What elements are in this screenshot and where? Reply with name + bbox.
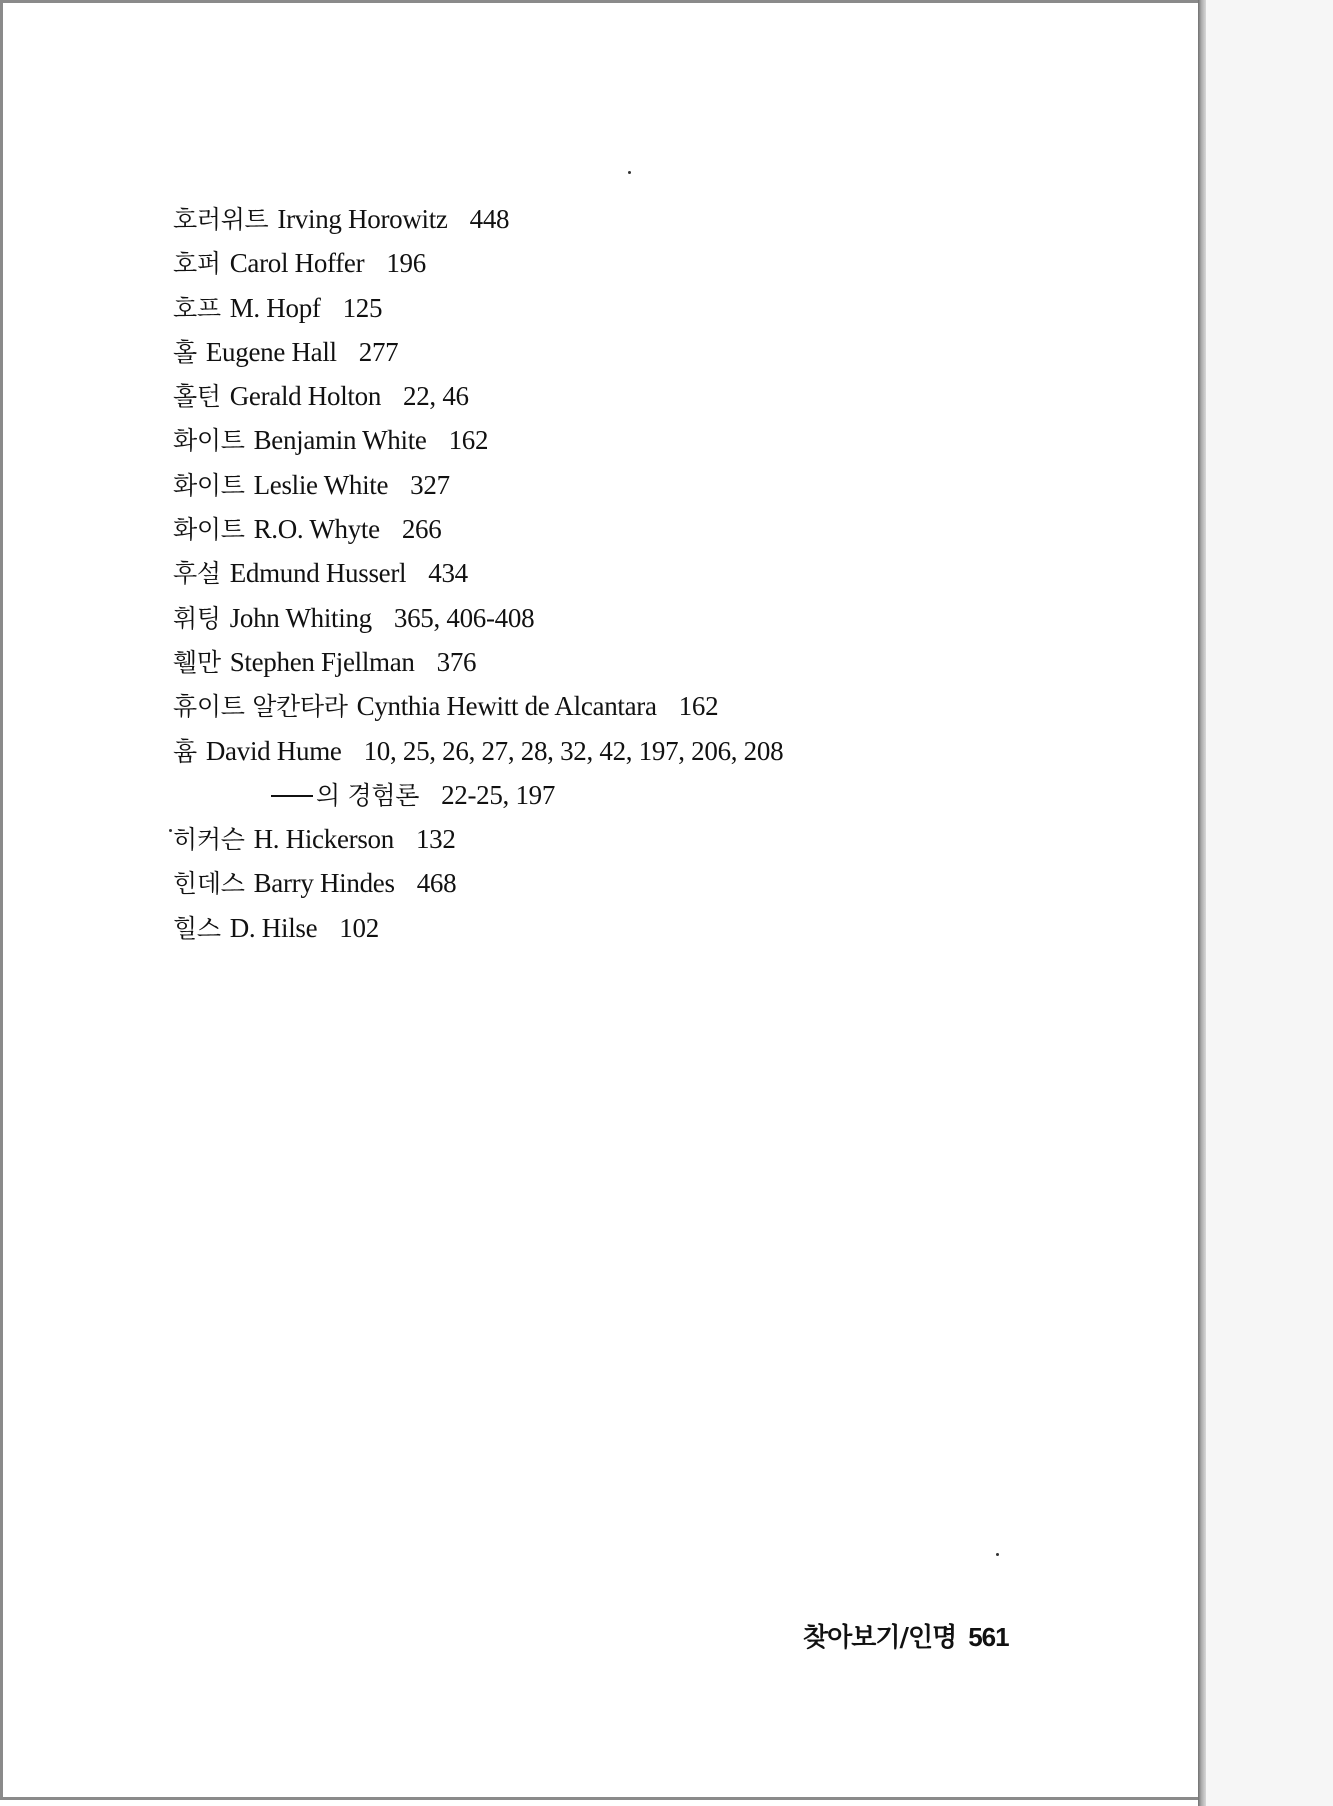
index-subentry — [173, 773, 783, 817]
page-references: 22, 46 — [403, 381, 469, 412]
index-entry — [173, 374, 783, 418]
page-references: 376 — [436, 646, 477, 677]
page-references: 266 — [401, 514, 442, 545]
romanized-name: Stephen Fjellman — [229, 646, 415, 677]
korean-name: 호퍼 — [173, 249, 221, 279]
romanized-name: M. Hopf — [229, 292, 321, 323]
korean-name: 휄만 — [173, 647, 221, 677]
index-entry — [173, 330, 783, 374]
korean-name: 화이트 — [173, 515, 245, 545]
index-entry — [173, 861, 783, 905]
romanized-name: D. Hilse — [229, 912, 318, 943]
romanized-name: Eugene Hall — [205, 336, 337, 367]
romanized-name: David Hume — [205, 735, 342, 766]
romanized-name: Gerald Holton — [229, 381, 382, 412]
korean-name: 흄 — [173, 736, 197, 766]
korean-name: 힌데스 — [173, 869, 245, 899]
scan-speck — [996, 1553, 999, 1556]
page-number: 561 — [968, 1622, 1009, 1652]
korean-name: 호러위트 — [173, 205, 269, 234]
korean-name: 휴이트 알칸타라 — [173, 692, 348, 722]
korean-name: 히커슨 — [173, 825, 245, 855]
page-references: 102 — [339, 912, 379, 943]
index-entry — [173, 906, 783, 950]
scan-speck — [169, 829, 172, 832]
korean-name: 화이트 — [173, 470, 245, 500]
page-references: 448 — [469, 204, 510, 234]
page-references: 162 — [448, 425, 489, 456]
korean-name: 홀턴 — [173, 382, 221, 412]
page-references: 162 — [678, 691, 719, 722]
page-references: 434 — [428, 558, 468, 589]
page-edge — [1198, 0, 1206, 1806]
index-entry — [173, 241, 783, 285]
scan-speck — [628, 171, 631, 174]
page-references: 468 — [416, 868, 457, 899]
romanized-name: Cynthia Hewitt de Alcantara — [356, 691, 657, 722]
romanized-name: H. Hickerson — [253, 824, 394, 855]
subentry-label: 의 경험론 — [316, 780, 420, 810]
page-references: 10, 25, 26, 27, 28, 32, 42, 197, 206, 208 — [363, 735, 784, 766]
footer-section-title: 찾아보기/인명 — [803, 1623, 957, 1653]
romanized-name: Edmund Husserl — [229, 558, 407, 589]
page-references: 327 — [410, 469, 450, 500]
korean-name: 호프 — [173, 293, 221, 323]
romanized-name: R.O. Whyte — [253, 514, 380, 545]
korean-name: 홀 — [173, 337, 197, 367]
index-entry — [173, 817, 783, 861]
index-entry — [173, 684, 783, 728]
page-references: 277 — [358, 336, 399, 367]
page-references: 196 — [386, 248, 426, 279]
index-entry — [173, 551, 783, 595]
romanized-name: Carol Hoffer — [229, 248, 365, 279]
index-entry — [173, 507, 783, 551]
index-entry — [173, 729, 783, 773]
page-footer — [803, 1617, 1009, 1654]
index-entry — [173, 286, 783, 330]
romanized-name: Leslie White — [253, 469, 389, 500]
name-index-list — [173, 197, 783, 950]
index-entry — [173, 640, 783, 684]
romanized-name: Irving Horowitz — [277, 204, 448, 234]
korean-name: 화이트 — [173, 426, 245, 456]
korean-name: 후설 — [173, 559, 221, 589]
page-references: 22-25, 197 — [441, 779, 556, 810]
romanized-name: John Whiting — [229, 602, 372, 633]
index-entry — [173, 596, 783, 640]
background-margin — [1206, 0, 1333, 1806]
index-entry — [173, 418, 783, 462]
page-references: 132 — [415, 824, 456, 855]
romanized-name: Barry Hindes — [253, 868, 395, 899]
index-entry — [173, 197, 783, 241]
page-references: 365, 406-408 — [393, 602, 535, 633]
korean-name: 휘팅 — [173, 603, 221, 633]
romanized-name: Benjamin White — [253, 425, 427, 456]
index-entry — [173, 463, 783, 507]
page-references: 125 — [342, 292, 383, 323]
em-dash-rule — [271, 795, 313, 797]
korean-name: 힐스 — [173, 913, 221, 943]
